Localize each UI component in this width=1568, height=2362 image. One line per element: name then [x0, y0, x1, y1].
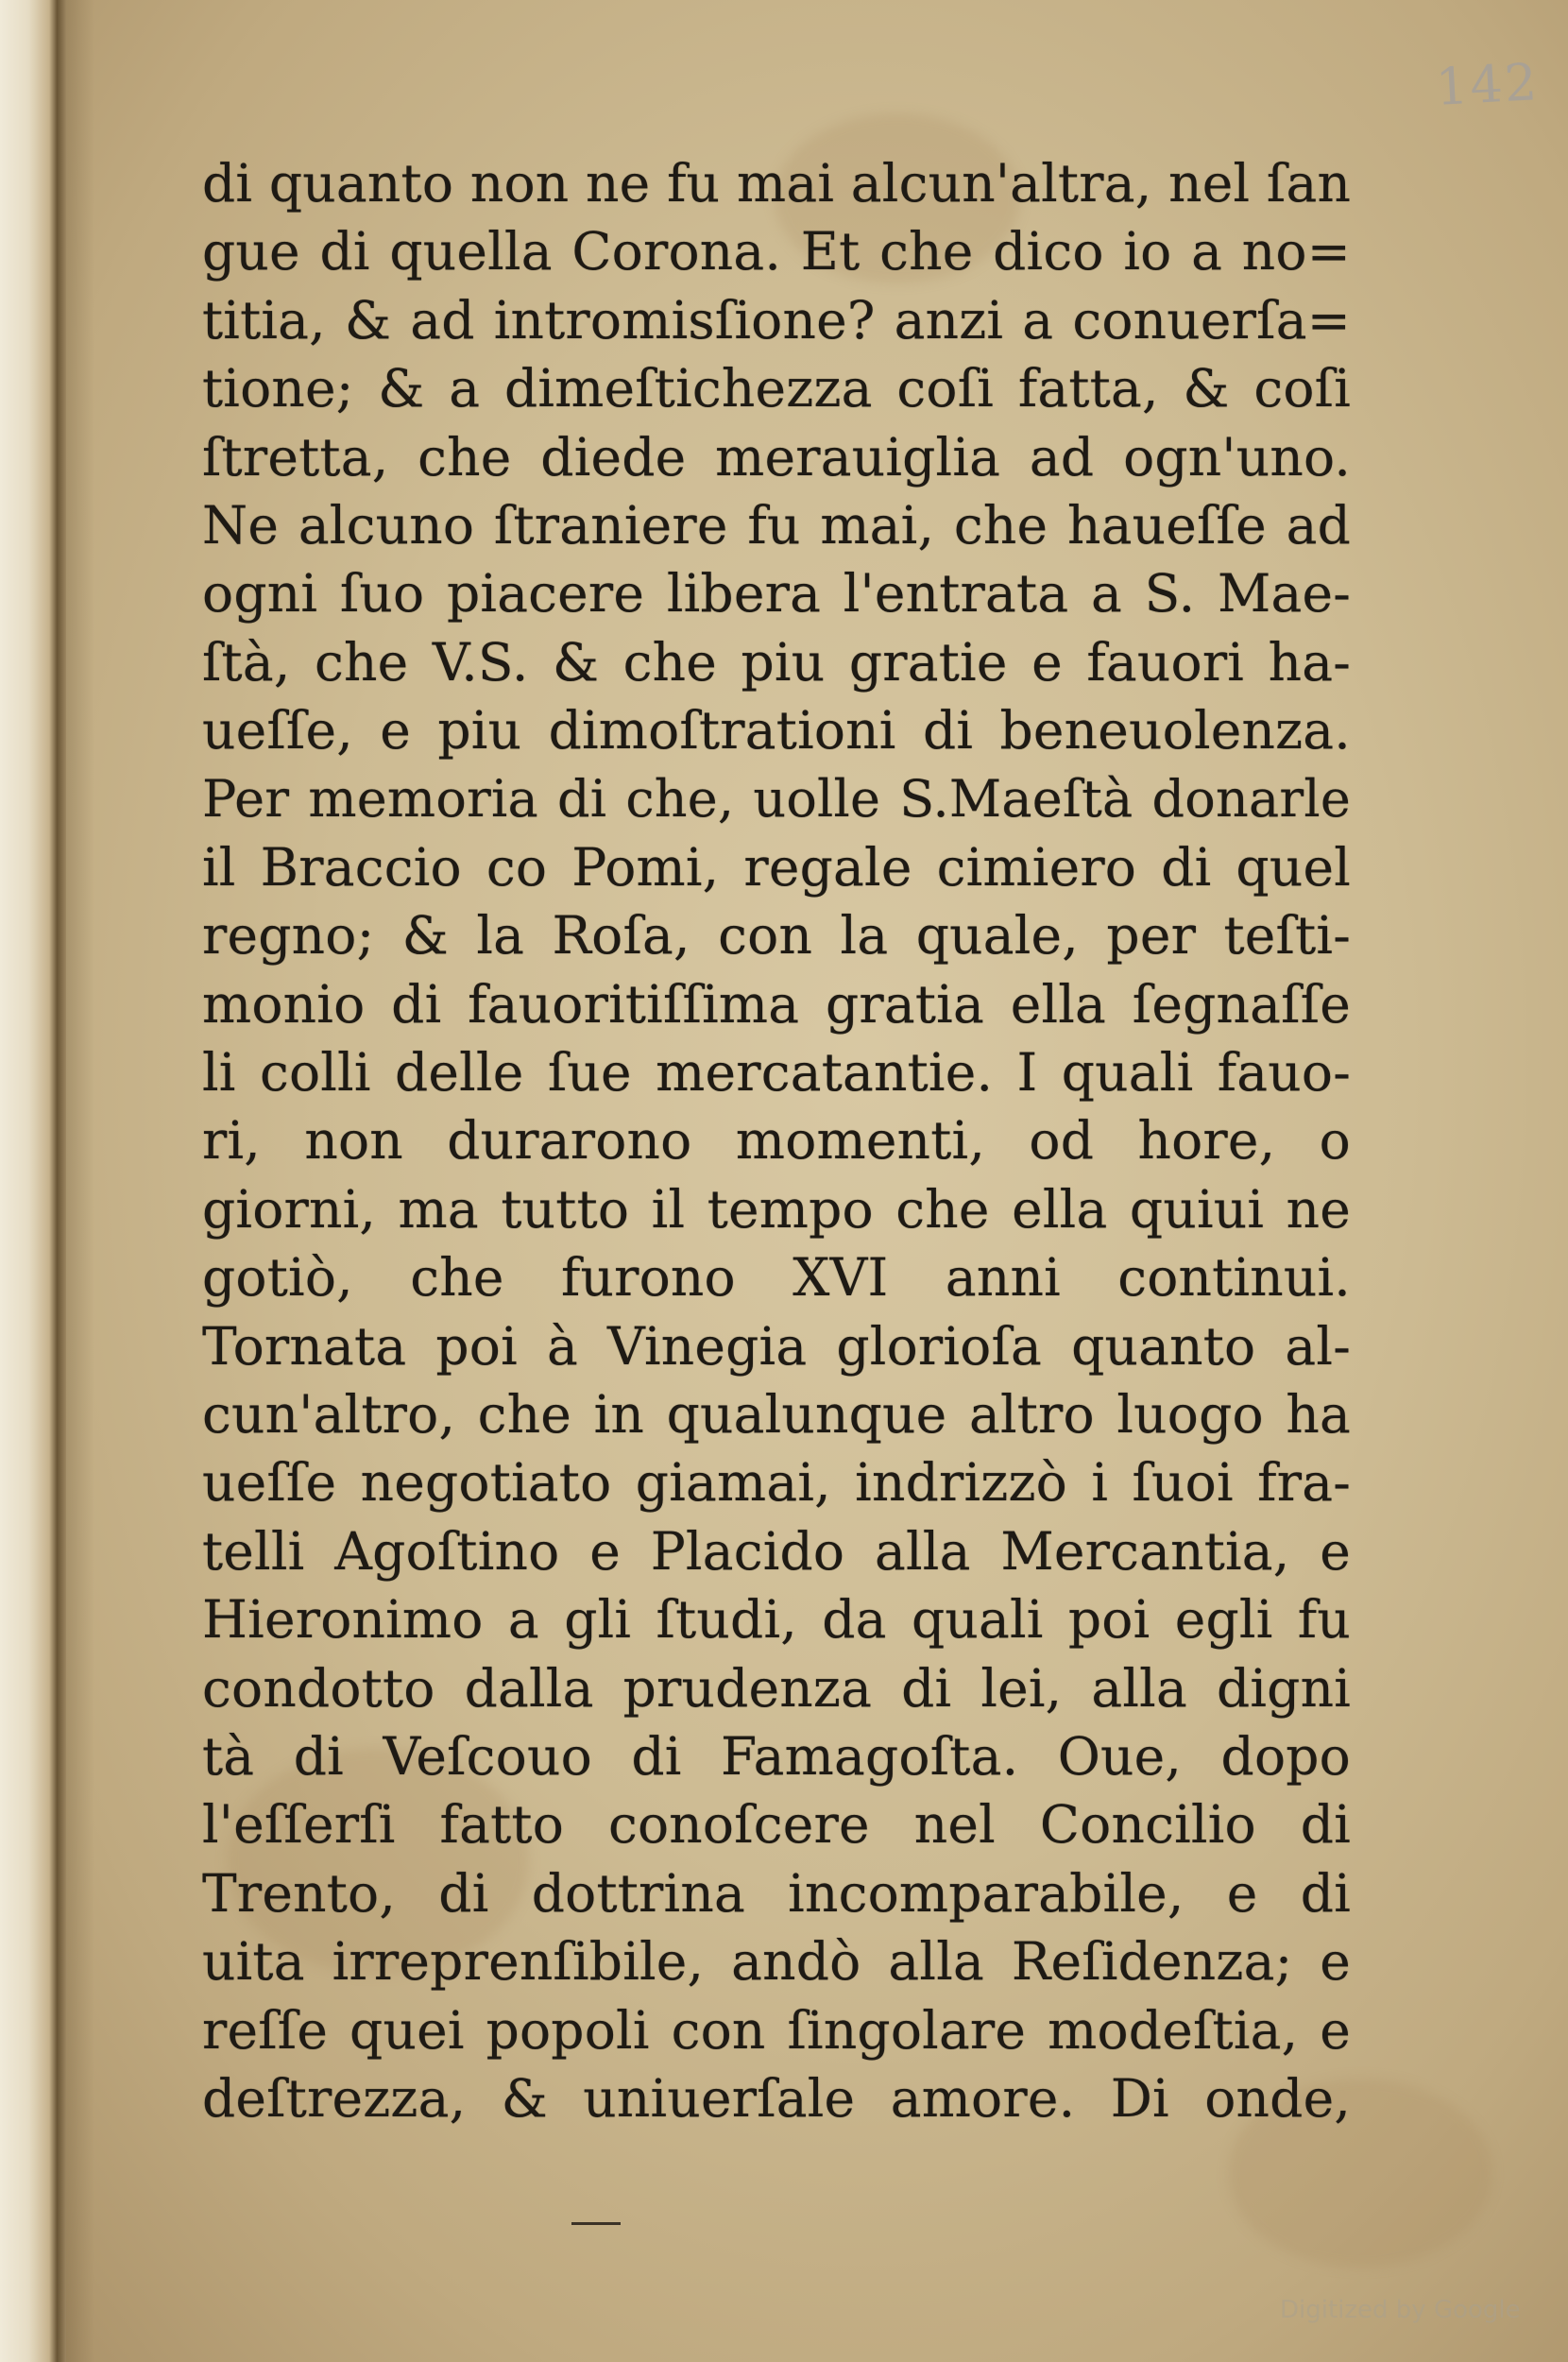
text-line: cun'altro, che in qualunque altro luogo ha	[202, 1384, 1351, 1446]
text-line: ueſſe, e piu dimoſtrationi di beneuolenza.	[202, 700, 1351, 762]
text-line: reſſe quei popoli con ſingolare modeſtia, e	[202, 1999, 1351, 2061]
text-line: titia, & ad intromisſione? anzi a conuerſa=	[202, 289, 1351, 351]
text-line: il Braccio co Pomi, regale cimiero di quel	[202, 836, 1351, 898]
text-line: Per memoria di che, uolle S.Maeſtà donarle	[202, 768, 1351, 829]
text-line: giorni, ma tutto il tempo che ella quiui ne	[202, 1178, 1351, 1240]
text-line: gotiò, che furono XVI anni continui.	[202, 1247, 1351, 1309]
text-line: li colli delle ſue mercatantie. I quali fauo-	[202, 1042, 1351, 1104]
text-line: ſtà, che V.S. & che piu gratie e fauori ha-	[202, 631, 1351, 693]
text-line: Trento, di dottrina incomparabile, e di	[202, 1862, 1351, 1924]
text-line: ogni ſuo piacere libera l'entrata a S. Mae-	[202, 563, 1351, 625]
text-line: di quanto non ne fu mai alcun'altra, nel ſan	[202, 153, 1352, 214]
body-text	[202, 149, 1351, 2132]
text-line: Ne alcuno ſtraniere fu mai, che haueſſe ad	[202, 494, 1351, 556]
text-line: deſtrezza, & uniuerſale amore. Di onde,	[202, 2067, 1351, 2129]
spine-shadow	[57, 0, 94, 2362]
text-line: uita irreprenſibile, andò alla Reſidenza; e	[202, 1931, 1351, 1993]
text-line: tà di Veſcouo di Famagoſta. Oue, dopo	[202, 1725, 1351, 1787]
text-line: gue di quella Corona. Et che dico io a no=	[202, 221, 1351, 282]
text-line: ueſſe negotiato giamai, indrizzò i ſuoi fra-	[202, 1452, 1351, 1514]
catchword-rule	[571, 2222, 621, 2225]
text-line: Tornata poi à Vinegia glorioſa quanto al-	[202, 1315, 1351, 1377]
text-line: Hieronimo a gli ſtudi, da quali poi egli fu	[202, 1589, 1351, 1651]
text-line: regno; & la Roſa, con la quale, per teſti-	[202, 905, 1351, 967]
text-line: condotto dalla prudenza di lei, alla digni	[202, 1657, 1351, 1719]
text-line: telli Agoſtino e Placido alla Mercantia, e	[202, 1520, 1351, 1582]
folio-number: 142	[1434, 52, 1541, 117]
scan-watermark: Digitized by Google	[1280, 2296, 1521, 2324]
text-line: tione; & a dimeſtichezza coſi fatta, & coſi	[202, 358, 1351, 419]
text-line: ſtretta, che diede merauiglia ad ogn'uno.	[202, 426, 1351, 488]
text-line: monio di fauoritiſſima gratia ella ſegnaſſe	[202, 973, 1351, 1035]
text-line: ri, non durarono momenti, od hore, o	[202, 1110, 1351, 1172]
text-line: l'eſſerſi fatto conoſcere nel Concilio di	[202, 1794, 1351, 1856]
